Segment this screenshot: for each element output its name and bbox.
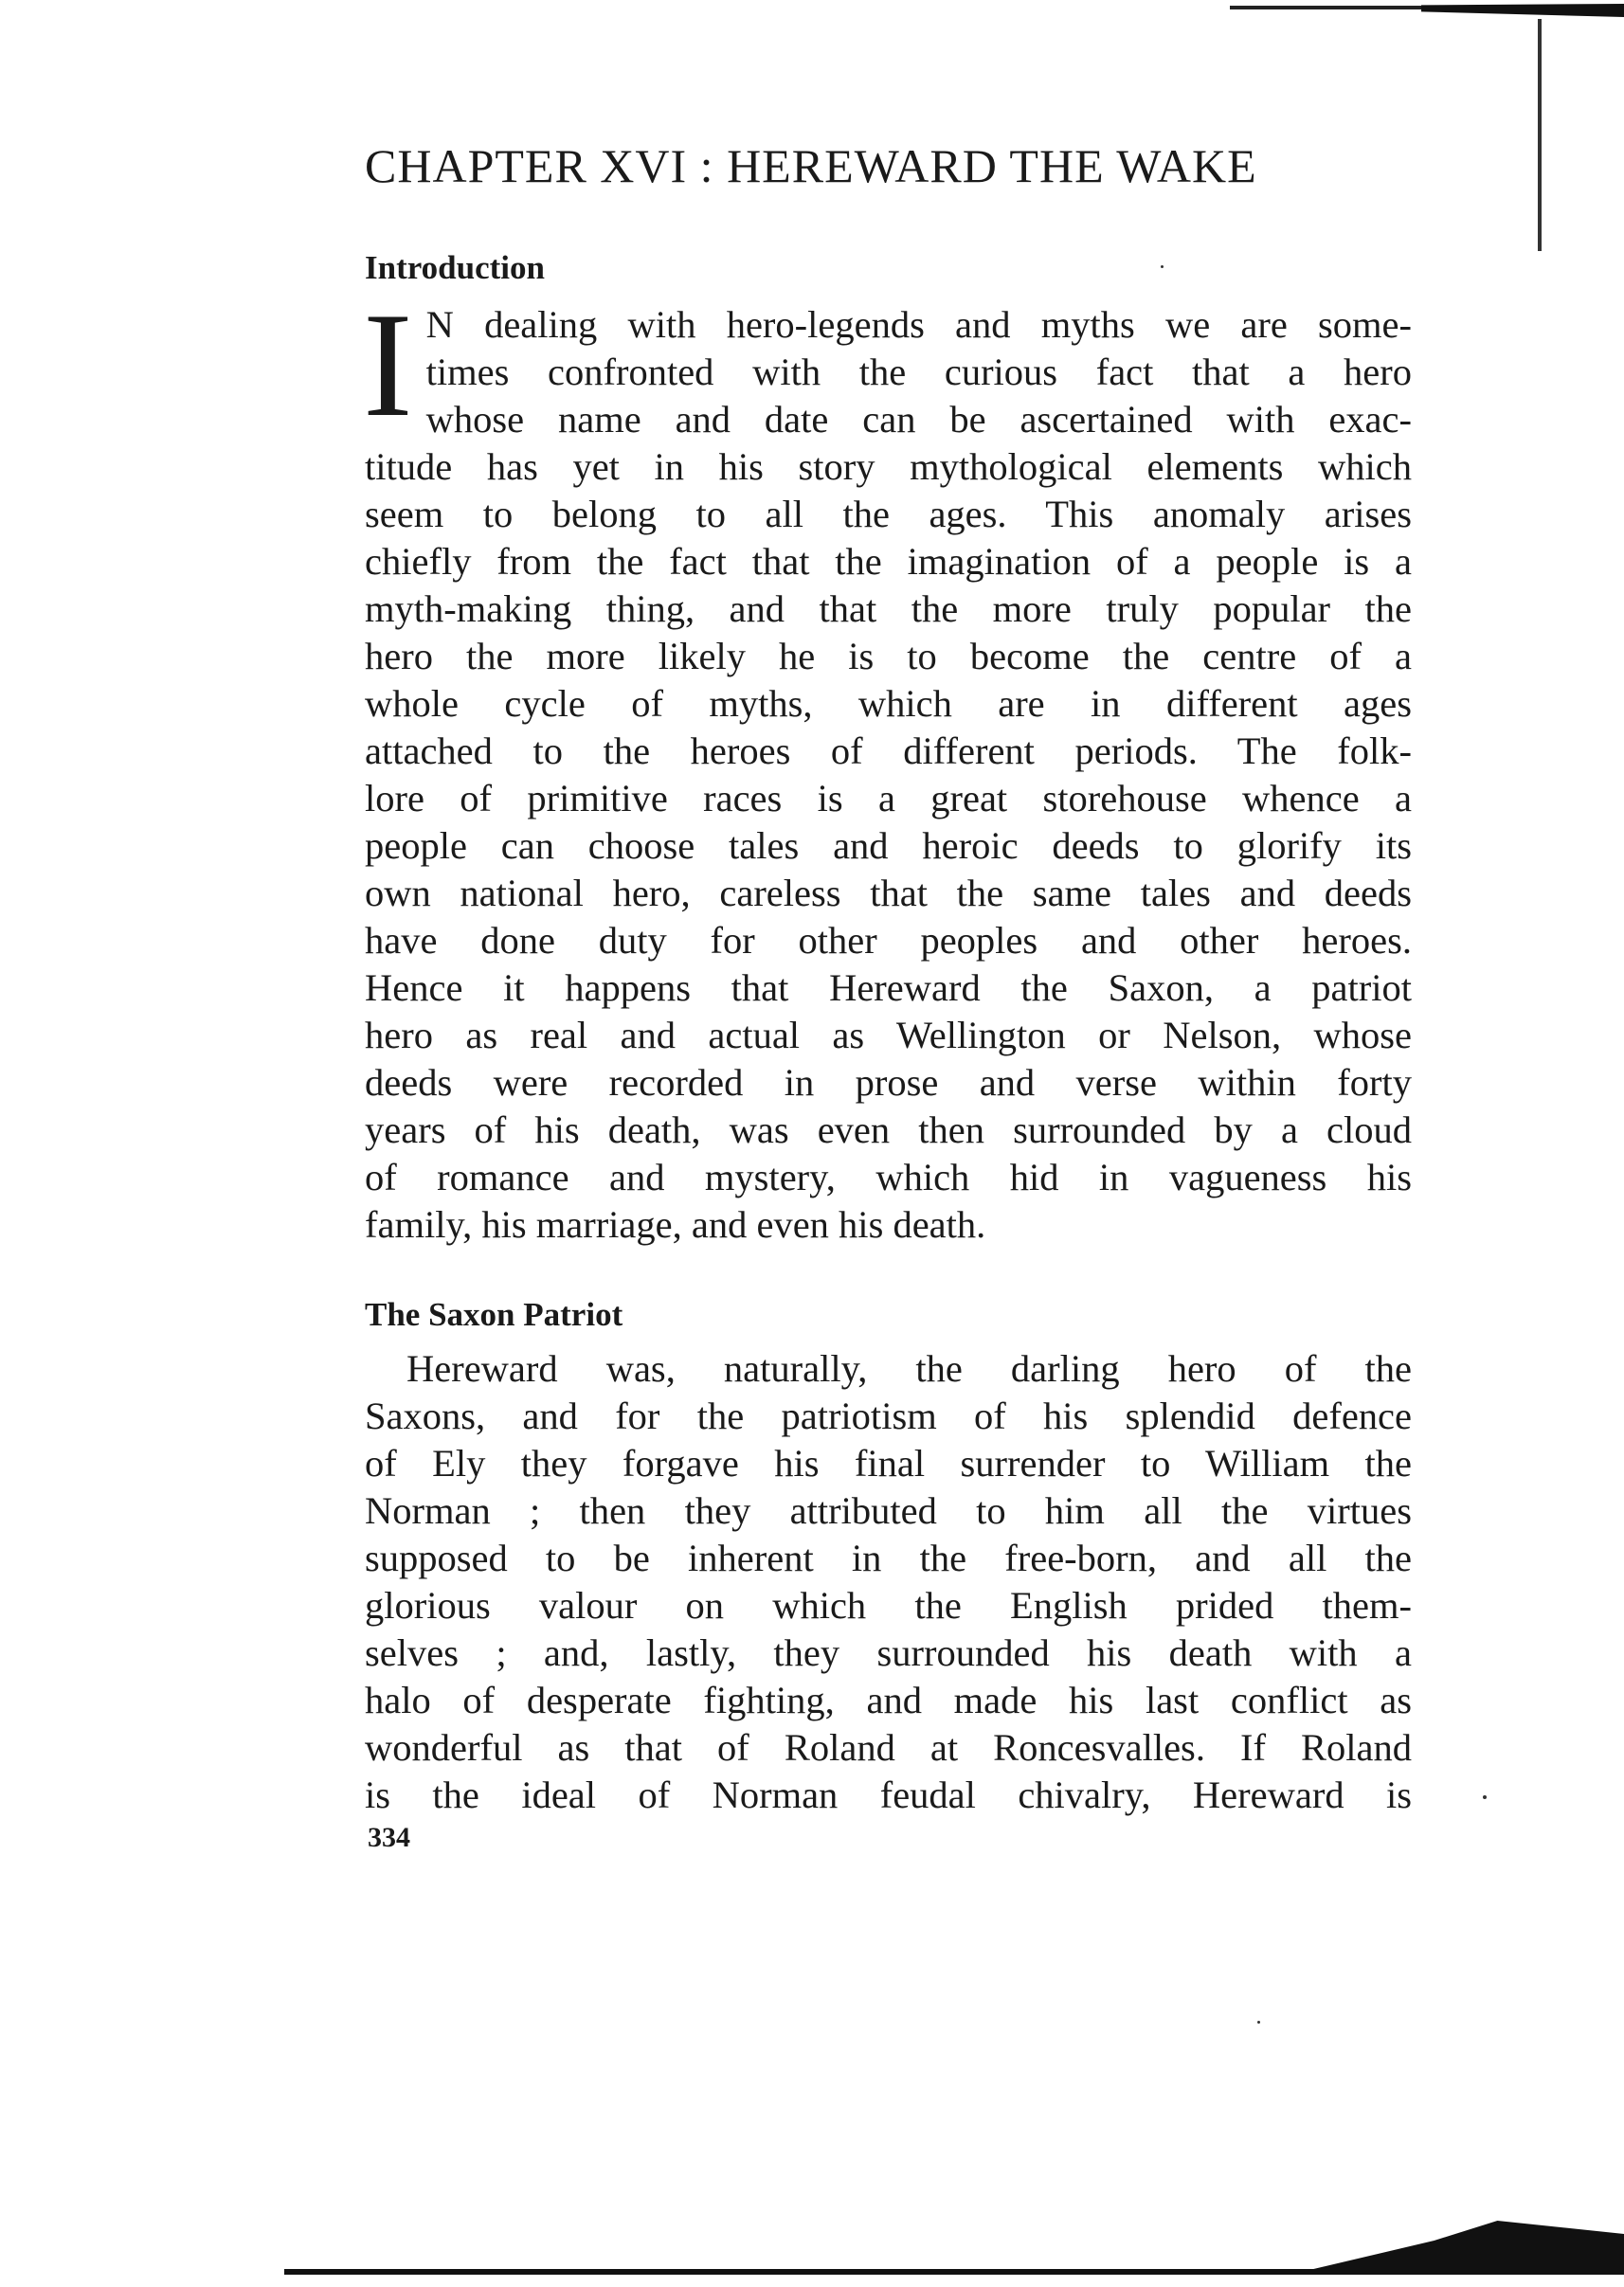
text-line: hero as real and actual as Wellington or Nelson, whose (365, 1014, 1412, 1056)
text-line: years of his death, was even then surrounded by a cloud (365, 1108, 1412, 1151)
text-line: is the ideal of Norman feudal chivalry, Hereward is (365, 1774, 1412, 1816)
text-line: Norman ; then they attributed to him all the virtues (365, 1489, 1412, 1532)
saxon-patriot-body (365, 1345, 1412, 1819)
text-line: family, his marriage, and even his death. (365, 1203, 986, 1246)
text-line: deeds were recorded in prose and verse within forty (365, 1061, 1412, 1104)
scan-speck (1483, 1795, 1487, 1799)
section-heading-introduction: Introduction (365, 249, 545, 286)
text-line: own national hero, careless that the same tales and deeds (365, 872, 1412, 914)
text-line: supposed to be inherent in the free-born, and all the (365, 1537, 1412, 1579)
text-line: people can choose tales and heroic deeds to glorify its (365, 824, 1412, 867)
text-line: Saxons, and for the patriotism of his splendid defence (365, 1395, 1412, 1437)
text-line: glorious valour on which the English prided them- (365, 1584, 1412, 1627)
saxon-patriot-paragraph (365, 1345, 1412, 1819)
introduction-body (363, 282, 1412, 1249)
scan-edge-top-shadow (1421, 4, 1624, 17)
section-introduction (365, 251, 1412, 284)
text-line: myth-making thing, and that the more truly popular the (365, 587, 1412, 630)
page-number: 334 (368, 1822, 410, 1853)
text-line: whose name and date can be ascertained with exac- (425, 398, 1412, 441)
text-line: chiefly from the fact that the imagination of a people is a (365, 540, 1412, 583)
scan-speck (1257, 2021, 1260, 2024)
text-line: seem to belong to all the ages. This anomaly arises (365, 493, 1412, 535)
text-line: selves ; and, lastly, they surrounded his death with a (365, 1631, 1412, 1674)
text-line: wonderful as that of Roland at Roncesvalles. If Roland (365, 1726, 1412, 1769)
text-line: Hereward was, naturally, the darling hero of the (406, 1347, 1412, 1390)
text-line: Hence it happens that Hereward the Saxon, a patriot (365, 966, 1412, 1009)
text-line: have done duty for other peoples and other heroes. (365, 919, 1412, 962)
drop-cap: I (363, 282, 413, 448)
text-line: halo of desperate fighting, and made his last conflict as (365, 1679, 1412, 1721)
text-line: whole cycle of myths, which are in different ages (365, 682, 1412, 725)
text-line: attached to the heroes of different periods. The folk- (365, 729, 1412, 772)
introduction-paragraph (363, 282, 1412, 1249)
scan-speck (1161, 265, 1164, 268)
scan-edge-bottom-shadow (1308, 2207, 1624, 2274)
scan-edge-right (1538, 19, 1542, 251)
text-line: hero the more likely he is to become the centre of a (365, 635, 1412, 677)
text-line: of Ely they forgave his final surrender to William the (365, 1442, 1412, 1485)
text-line: N dealing with hero-legends and myths we are some- (425, 303, 1412, 346)
text-line: times confronted with the curious fact that a hero (425, 351, 1412, 393)
chapter-title: CHAPTER XVI : HEREWARD THE WAKE (365, 139, 1257, 192)
text-line: of romance and mystery, which hid in vagueness his (365, 1156, 1412, 1198)
text-line: lore of primitive races is a great storehouse whence a (365, 777, 1412, 819)
section-heading-saxon-patriot: The Saxon Patriot (365, 1296, 623, 1333)
text-line: titude has yet in his story mythological elements which (365, 445, 1412, 488)
section-saxon-patriot (365, 1298, 1412, 1331)
